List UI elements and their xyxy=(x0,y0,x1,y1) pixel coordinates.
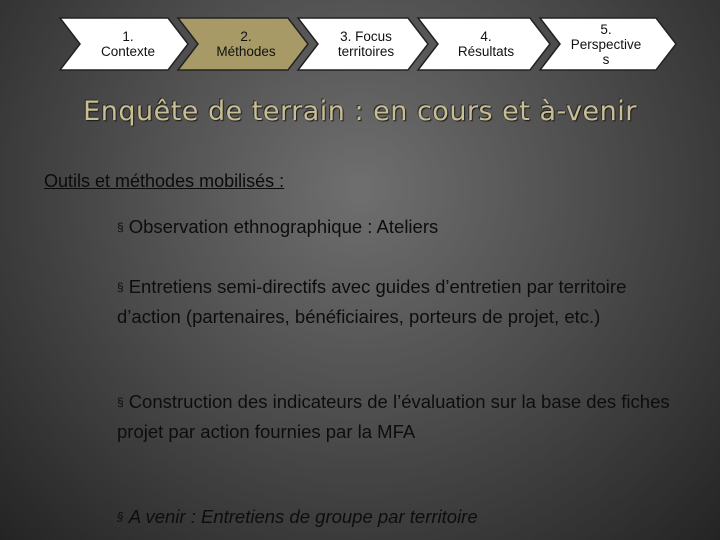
bullet-marker: § xyxy=(117,510,124,524)
bullet-marker: § xyxy=(117,395,124,409)
bullet-marker: § xyxy=(117,280,124,294)
step-2-label: 2. Méthodes xyxy=(216,29,276,59)
bullet-item xyxy=(117,213,677,243)
slide-title: Enquête de terrain : en cours et à-venir xyxy=(83,96,637,127)
bullet-text: Construction des indicateurs de l’évaluation sur la base des fiches projet par action fournies par la MFA xyxy=(117,391,670,442)
step-1-label: 1. Contexte xyxy=(100,29,156,59)
step-4-label: 4. Résultats xyxy=(457,29,515,59)
bullet-item xyxy=(117,503,677,533)
bullet-text: A venir : Entretiens de groupe par territoire xyxy=(128,506,478,527)
process-nav xyxy=(0,0,720,90)
step-3-label: 3. Focus territoires xyxy=(337,29,395,59)
bullet-marker: § xyxy=(117,220,124,234)
bullet-text: Observation ethnographique : Ateliers xyxy=(128,216,439,237)
section-subtitle: Outils et méthodes mobilisés : xyxy=(44,171,285,191)
bullet-text: Entretiens semi-directifs avec guides d’entretien par territoire d’action (partenaires, bénéficiaires, porteurs de projet, etc.) xyxy=(117,276,627,327)
bullet-item xyxy=(117,388,677,445)
step-5-label: 5. Perspective s xyxy=(570,21,642,67)
bullet-item xyxy=(117,273,677,330)
